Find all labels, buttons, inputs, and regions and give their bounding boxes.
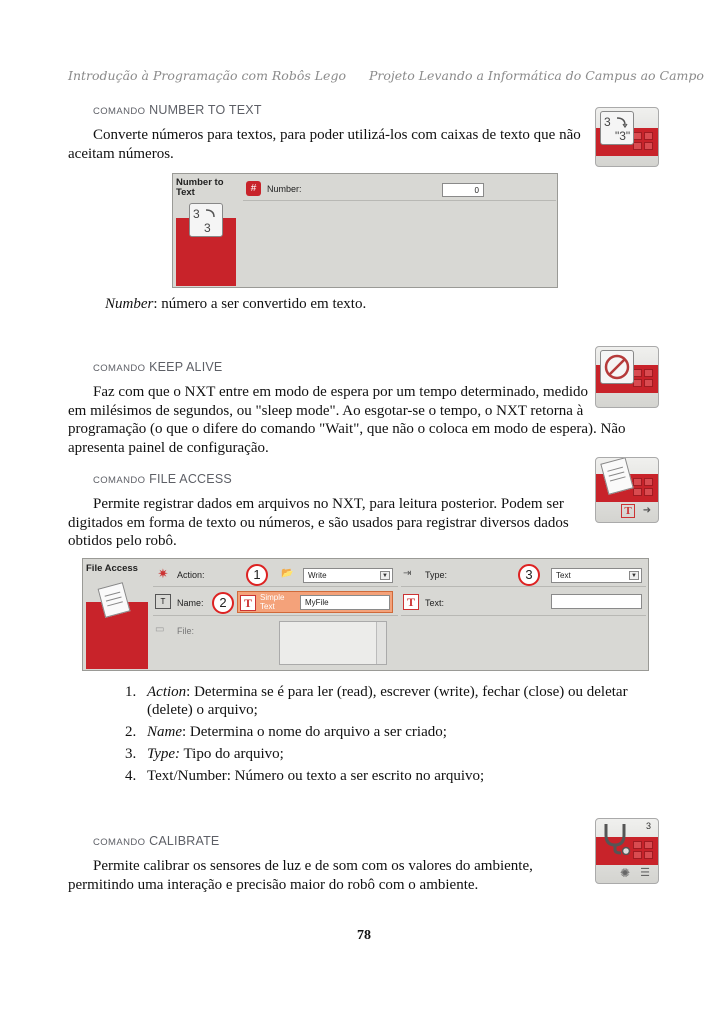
number-conversion-icon <box>189 203 223 237</box>
list-settings-icon: ☰ <box>640 867 650 879</box>
text-type-icon: T <box>240 595 256 611</box>
type-dropdown[interactable]: Text ▼ <box>551 568 642 583</box>
action-dropdown[interactable]: Write ▼ <box>303 568 393 583</box>
list-item: 2. Name: Determina o nome do arquivo a ser criado; <box>125 724 447 740</box>
list-item: 1. Action: Determina se é para ler (read), escrever (write), fechar (close) ou deletar <box>125 684 628 700</box>
file-access-config-panel <box>82 558 649 671</box>
marker-3: 3 <box>518 564 540 586</box>
svg-text:"3": "3" <box>615 129 631 143</box>
svg-text:3: 3 <box>604 115 611 129</box>
action-star-icon: ✷ <box>157 566 169 581</box>
file-label: File: <box>177 626 195 636</box>
text-label: Text: <box>425 598 445 608</box>
chevron-down-icon[interactable]: ▼ <box>629 571 639 580</box>
name-row <box>153 589 398 616</box>
marker-1: 1 <box>246 564 268 586</box>
port-number: 3 <box>646 821 652 831</box>
name-field-icon: T <box>155 594 171 609</box>
file-access-param-list: 1. Action: Determina se é para ler (read), escrever (write), fechar (close) ou deletar (delete) o arquivo; 2. Name: Determina o nome do arquivo a ser criado; 3. Type: Tipo do arquivo; 4. Text/Number: Número ou texto a ser escrito no arquivo; <box>125 684 628 784</box>
file-row <box>153 618 398 669</box>
heading-title: NUMBER TO TEXT <box>149 103 262 117</box>
section-heading-keep-alive: COMANDO KEEP ALIVE <box>93 360 223 374</box>
file-access-block-icon <box>595 457 659 523</box>
section-heading-file-access: COMANDO FILE ACCESS <box>93 472 232 486</box>
page-number: 78 <box>357 928 371 943</box>
folder-icon: ▭ <box>155 624 165 635</box>
stethoscope-icon <box>599 821 633 855</box>
number-to-text-description: Converte números para textos, para poder utilizá-los com caixas de texto que não aceitam números. <box>68 127 581 162</box>
number-input[interactable]: 0 <box>442 183 484 197</box>
number-label: Number: <box>267 184 302 194</box>
header-left: Introdução à Programação com Robôs Lego <box>68 68 346 83</box>
section-heading-calibrate: COMANDO CALIBRATE <box>93 834 220 848</box>
number-row <box>243 177 556 201</box>
keep-alive-description: Faz com que o NXT entre em modo de espera por um tempo determinado, medido em milésimos de segundos, ou "sleep mode". Ao esgotar-se o tempo, o NXT retorna à programação (o que o difere do comando "Wait", que não o coloca em modo de espera). Não apresenta painel de configuração. <box>68 384 626 456</box>
number-param-description: Number: número a ser convertido em texto. <box>105 296 367 312</box>
number-conversion-icon <box>600 111 634 145</box>
number-to-text-block-icon <box>595 107 659 167</box>
file-write-icon: 📂 <box>281 568 294 579</box>
panel-title: File Access <box>86 563 138 574</box>
file-list-scrollbar[interactable] <box>376 622 386 664</box>
number-to-text-config-panel <box>172 173 558 288</box>
calibrate-block-icon <box>595 818 659 884</box>
light-sensor-icon: ✺ <box>619 866 631 880</box>
heading-prefix: COMANDO <box>93 106 146 117</box>
name-label: Name: <box>177 598 204 608</box>
name-input[interactable]: MyFile <box>300 595 390 610</box>
panel-title: Number to Text <box>176 177 224 198</box>
simple-text-label: Simple Text <box>260 593 285 611</box>
marker-2: 2 <box>212 592 234 614</box>
text-input[interactable] <box>551 594 642 609</box>
file-list[interactable] <box>279 621 387 665</box>
svg-text:3: 3 <box>204 221 211 235</box>
type-icon: ⇥ <box>403 568 412 579</box>
file-arrow-icon: ➜ <box>642 505 652 516</box>
svg-text:3: 3 <box>193 207 200 221</box>
no-sleep-icon <box>600 350 634 384</box>
chevron-down-icon[interactable]: ▼ <box>380 571 390 580</box>
list-item: 4. Text/Number: Número ou texto a ser escrito no arquivo; <box>125 768 485 784</box>
text-row <box>401 589 646 616</box>
name-highlight <box>237 591 393 613</box>
text-type-icon: T <box>621 504 635 518</box>
header-right: Projeto Levando a Informática do Campus ao Campo <box>369 68 704 83</box>
action-row <box>153 562 398 587</box>
file-access-description: Permite registrar dados em arquivos no NXT, para leitura posterior. Podem ser digitados em forma de texto ou números, e são usados para registrar diversos dados obtidos pelo robô. <box>68 496 569 549</box>
list-item: 3. Type: Tipo do arquivo; <box>125 746 284 762</box>
section-heading-number-to-text <box>93 103 262 117</box>
type-label: Type: <box>425 570 448 580</box>
hash-icon: # <box>246 181 261 196</box>
action-label: Action: <box>177 570 205 580</box>
calibrate-description: Permite calibrar os sensores de luz e de som com os valores do ambiente, permitindo uma interação e precisão maior do robô com o ambiente. <box>68 858 533 893</box>
type-row <box>401 562 646 587</box>
text-type-icon: T <box>403 594 419 610</box>
